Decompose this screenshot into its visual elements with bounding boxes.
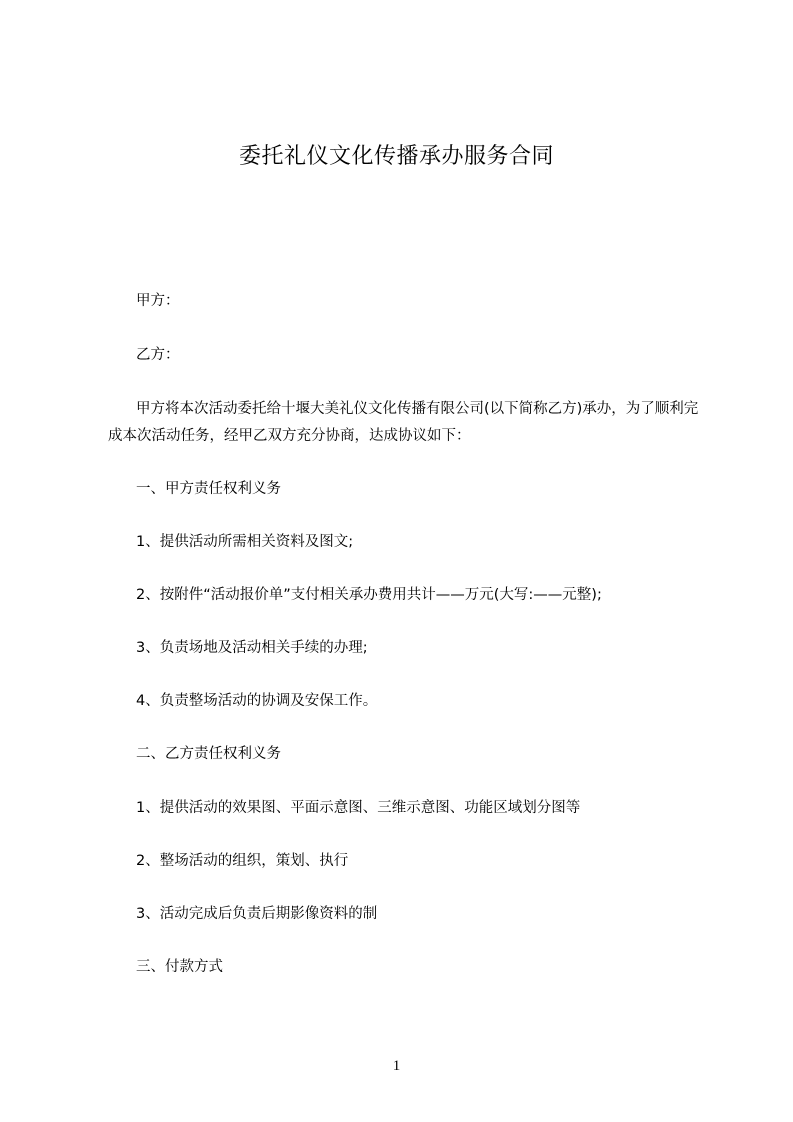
section-1-item: 1、提供活动所需相关资料及图文;	[136, 534, 354, 550]
section-1-heading: 一、甲方责任权利义务	[136, 481, 281, 497]
section-1-item: 4、负责整场活动的协调及安保工作。	[136, 693, 378, 709]
section-2-item: 2、整场活动的组织，策划、执行	[136, 853, 349, 869]
party-a-label: 甲方：	[136, 293, 180, 309]
section-2-item: 3、活动完成后负责后期影像资料的制	[136, 906, 378, 922]
page-number: 1	[392, 1058, 401, 1074]
section-2-heading: 二、乙方责任权利义务	[136, 746, 281, 762]
section-1-item: 2、按附件“活动报价单”支付相关承办费用共计——万元(大写:——元整);	[136, 587, 602, 603]
section-3-heading: 三、付款方式	[136, 959, 223, 975]
section-2-item: 1、提供活动的效果图、平面示意图、三维示意图、功能区域划分图等	[136, 800, 581, 816]
section-1-item: 3、负责场地及活动相关手续的办理;	[136, 640, 368, 656]
document-title: 委托礼仪文化传播承办服务合同	[238, 144, 554, 169]
party-b-label: 乙方：	[136, 347, 180, 363]
intro-paragraph: 甲方将本次活动委托给十堰大美礼仪文化传播有限公司(以下简称乙方)承办，为了顺利完成本次活动任务，经甲乙双方充分协商，达成协议如下：	[108, 401, 699, 444]
